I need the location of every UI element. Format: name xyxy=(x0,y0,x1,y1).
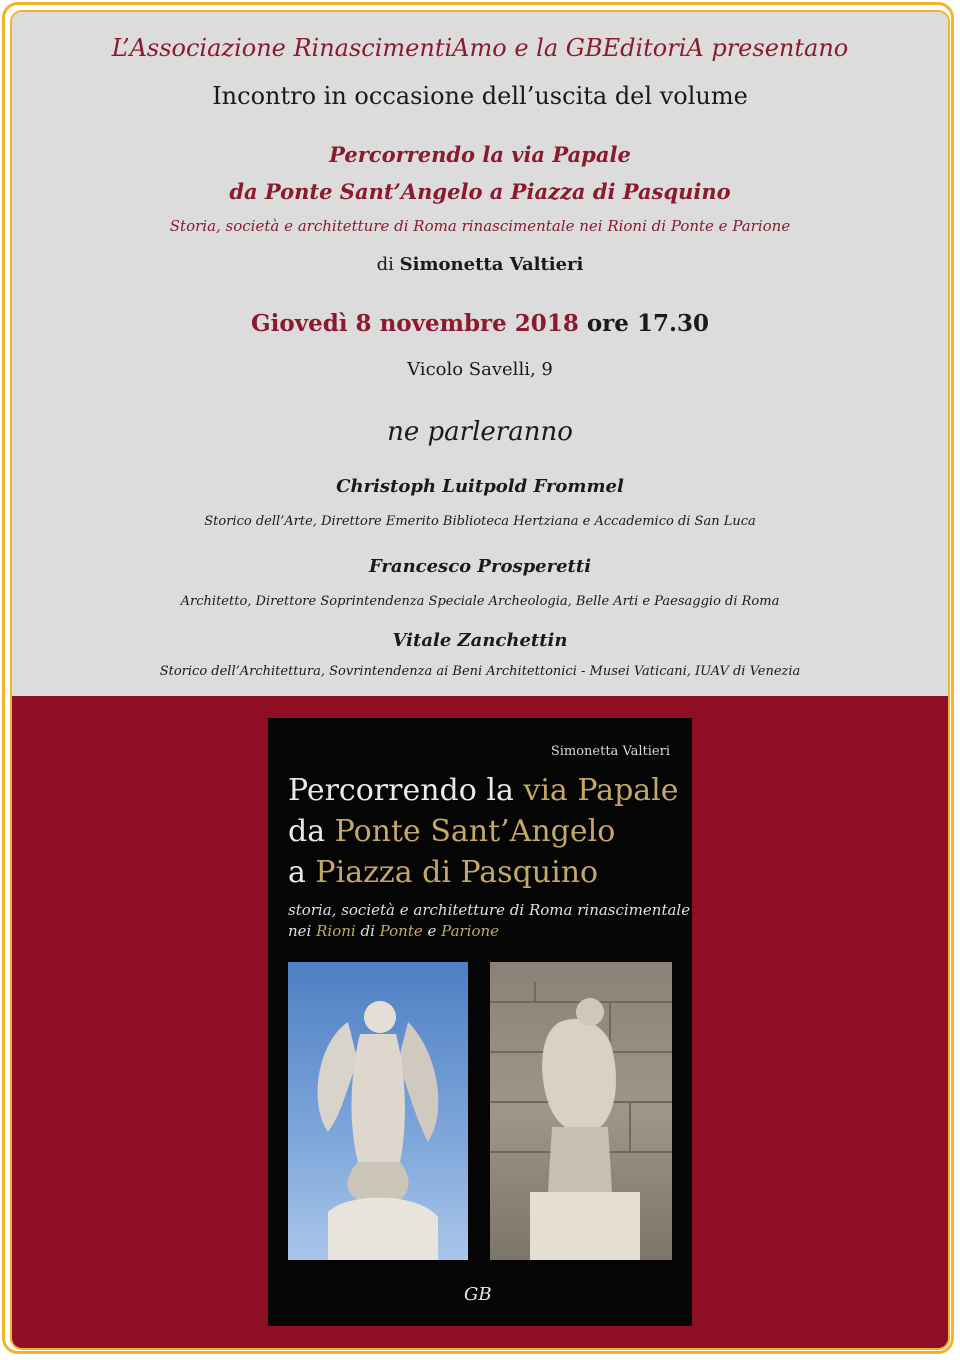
speaker-role: Storico dell’Architettura, Sovrintendenza ai Beni Architettonici - Musei Vaticani, IUAV di Venezia xyxy=(159,664,801,679)
book-author: Simonetta Valtieri xyxy=(399,254,584,275)
speaker-role: Architetto, Direttore Soprintendenza Speciale Archeologia, Belle Arti e Paesaggio di Roma xyxy=(180,594,780,609)
angel-statue-photo xyxy=(288,962,468,1260)
book-author-line xyxy=(12,254,948,275)
author-prefix: di xyxy=(376,254,394,275)
poster xyxy=(10,10,950,1350)
angel-statue-icon xyxy=(288,962,468,1260)
speaker-name: Francesco Prosperetti xyxy=(368,556,592,577)
cover-subtitle-part: e xyxy=(422,922,442,940)
cover-subtitle-line: storia, società e architetture di Roma rinascimentale xyxy=(288,901,691,919)
speakers-heading: ne parleranno xyxy=(387,417,573,447)
cover-title-part: Piazza di Pasquino xyxy=(315,855,599,890)
cover-subtitle-part: Ponte xyxy=(379,922,423,940)
book-subtitle: Storia, società e architetture di Roma rinascimentale nei Rioni di Ponte e Parione xyxy=(169,217,791,235)
pasquino-statue-icon xyxy=(490,962,672,1260)
speaker-role: Storico dell’Arte, Direttore Emerito Biblioteca Hertziana e Accademico di San Luca xyxy=(204,514,756,529)
cover-subtitle xyxy=(288,900,690,942)
cover-panel xyxy=(12,696,948,1348)
speaker-name: Vitale Zanchettin xyxy=(392,630,568,651)
book-title-line2: da Ponte Sant’Angelo a Piazza di Pasquino xyxy=(229,179,731,204)
event-date: Giovedì 8 novembre 2018 xyxy=(251,310,579,337)
cover-subtitle-part: nei xyxy=(288,922,317,940)
speaker-name: Christoph Luitpold Frommel xyxy=(336,476,624,497)
book-cover xyxy=(268,718,692,1326)
publisher-logo: GB xyxy=(464,1284,492,1305)
cover-subtitle-part: di xyxy=(355,922,380,940)
cover-title-part: da xyxy=(288,814,335,849)
cover-title-part: Percorrendo la xyxy=(288,773,524,808)
cover-title-part: via Papale xyxy=(523,773,679,808)
event-datetime xyxy=(12,310,948,337)
presenters-line: L’Associazione RinascimentiAmo e la GBEditoriA presentano xyxy=(111,34,849,62)
cover-title-part: Ponte Sant’Angelo xyxy=(334,814,616,849)
cover-subtitle-part: Rioni xyxy=(316,922,356,940)
cover-author: Simonetta Valtieri xyxy=(550,744,670,759)
book-title-line1: Percorrendo la via Papale xyxy=(329,142,631,167)
cover-subtitle-part: Parione xyxy=(441,922,500,940)
event-time: 17.30 xyxy=(636,310,709,337)
event-address: Vicolo Savelli, 9 xyxy=(407,359,553,380)
occasion-line: Incontro in occasione dell’uscita del volume xyxy=(212,82,748,110)
cover-title-part: a xyxy=(288,855,316,890)
cover-title xyxy=(288,770,679,893)
info-panel xyxy=(12,12,948,696)
event-time-prefix: ore xyxy=(586,310,629,337)
pasquino-statue-photo xyxy=(490,962,672,1260)
